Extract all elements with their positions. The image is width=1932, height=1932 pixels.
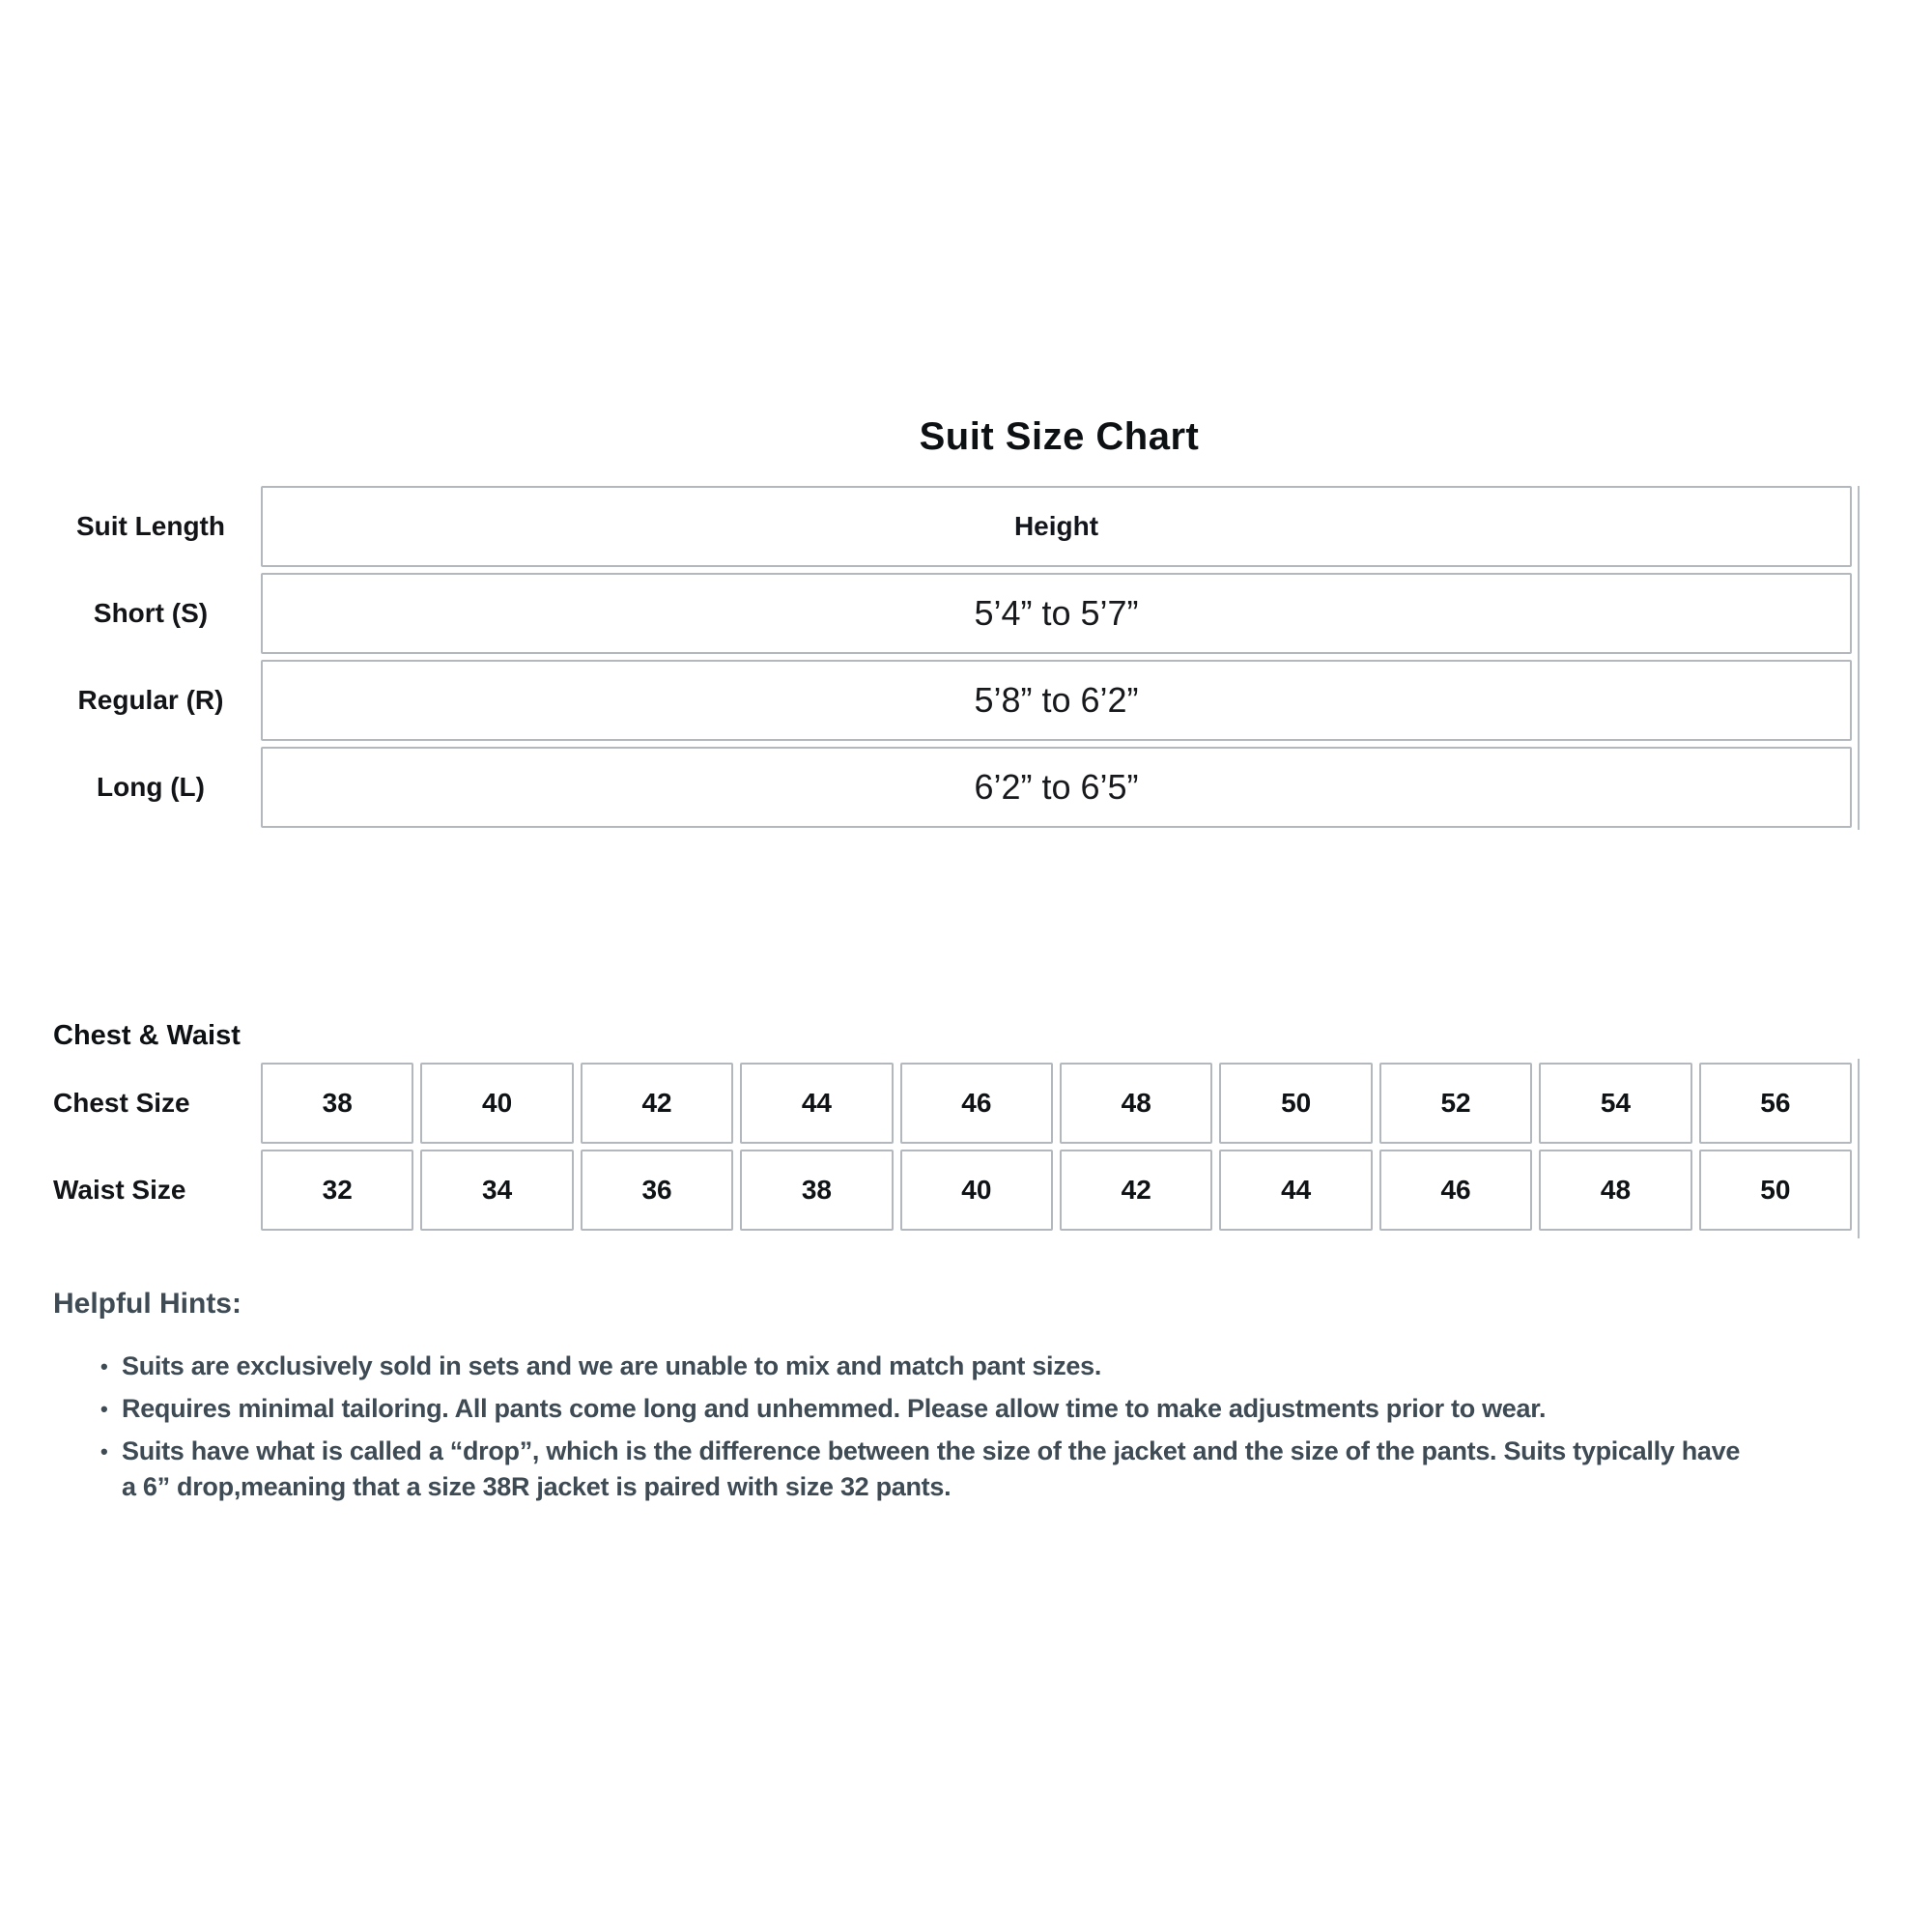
table-header-row [261, 486, 1852, 567]
helpful-hints-list [100, 1349, 1743, 1512]
chest-size-cell: 50 [1219, 1063, 1372, 1144]
chest-size-row-label: Chest Size [53, 1088, 190, 1118]
waist-size-cell: 48 [1539, 1150, 1691, 1231]
row-label-regular: Regular (R) [77, 685, 224, 715]
height-value-short: 5’4” to 5’7” [974, 593, 1139, 633]
waist-size-cell: 42 [1060, 1150, 1212, 1231]
table-row [261, 747, 1852, 828]
chest-size-cell: 44 [740, 1063, 893, 1144]
bullet-icon: • [100, 1439, 108, 1463]
chest-size-cell: 40 [420, 1063, 573, 1144]
waist-size-row-label: Waist Size [53, 1175, 186, 1205]
chest-size-row [261, 1063, 1852, 1144]
waist-size-cell: 50 [1699, 1150, 1852, 1231]
table-row [261, 573, 1852, 654]
waist-size-cell: 34 [420, 1150, 573, 1231]
list-item [100, 1349, 1743, 1384]
chest-waist-table [261, 1063, 1852, 1236]
suit-length-corner-label: Suit Length [76, 511, 225, 541]
row-label-short: Short (S) [93, 598, 209, 628]
chest-size-cell: 48 [1060, 1063, 1212, 1144]
chest-size-cell: 42 [581, 1063, 733, 1144]
table-row [261, 660, 1852, 741]
chest-size-cell: 56 [1699, 1063, 1852, 1144]
hint-text: Suits are exclusively sold in sets and we are unable to mix and match pant sizes. [122, 1351, 1102, 1380]
bullet-icon: • [100, 1397, 108, 1421]
list-item [100, 1391, 1743, 1427]
row-label-long: Long (L) [97, 772, 205, 802]
chest-size-cell: 38 [261, 1063, 413, 1144]
waist-size-cell: 38 [740, 1150, 893, 1231]
chest-waist-heading: Chest & Waist [53, 1020, 241, 1051]
chest-size-cell: 54 [1539, 1063, 1691, 1144]
waist-size-cell: 40 [900, 1150, 1053, 1231]
height-value-long: 6’2” to 6’5” [974, 767, 1139, 807]
waist-size-cell: 32 [261, 1150, 413, 1231]
waist-size-cell: 36 [581, 1150, 733, 1231]
hint-text: Suits have what is called a “drop”, which is the difference between the size of the jacket and the size of the pants. Suits typically have a 6” drop,meaning that a size 38R jacket is paired with size 32 pants. [122, 1436, 1741, 1501]
waist-size-row [261, 1150, 1852, 1231]
height-column-header: Height [1013, 511, 1099, 541]
waist-size-cell: 46 [1379, 1150, 1532, 1231]
suit-length-table-right-border [1858, 486, 1860, 830]
helpful-hints-heading: Helpful Hints: [53, 1288, 242, 1320]
height-value-regular: 5’8” to 6’2” [974, 680, 1139, 720]
suit-length-table [261, 486, 1852, 834]
page-title: Suit Size Chart [919, 415, 1200, 458]
bullet-icon: • [100, 1354, 108, 1378]
chest-size-cell: 52 [1379, 1063, 1532, 1144]
hint-text: Requires minimal tailoring. All pants come long and unhemmed. Please allow time to make adjustments prior to wear. [122, 1394, 1547, 1423]
chest-size-cell: 46 [900, 1063, 1053, 1144]
list-item [100, 1434, 1743, 1505]
chest-waist-table-right-border [1858, 1059, 1860, 1238]
suit-length-label-column [48, 486, 253, 834]
waist-size-cell: 44 [1219, 1150, 1372, 1231]
